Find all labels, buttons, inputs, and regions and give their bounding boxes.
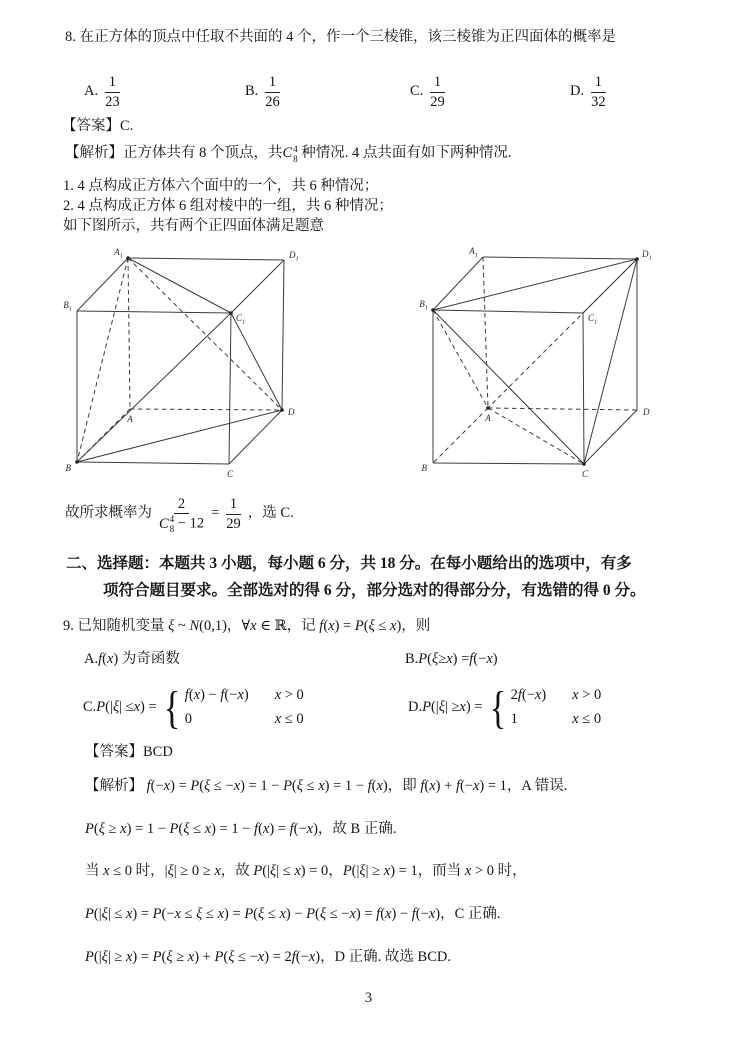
- section-2-header: [66, 551, 646, 604]
- q8-stem: 8. 在正方体的顶点中任取不共面的 4 个，作一个三棱锥，该三棱锥为正四面体的概率是: [65, 29, 616, 45]
- figure-cube-tetrahedron-1: [60, 245, 310, 490]
- q9-option-c: C. P (| ξ | ≤ x ) = { f(x) − f(−x) x > 0 0 x ≤ 0: [83, 682, 304, 734]
- q8-option-c: C. $\frac{1}{29}$: [410, 72, 452, 112]
- q8-conclusion: 故所求概率为 2 C 4 8 − 12 = $\frac{1}{29}$ ，选 C.: [65, 496, 294, 534]
- q8-figure-note: 如下图所示，共有两个正四面体满足题意: [63, 218, 324, 234]
- svg-text:D1: $D_1$: [642, 249, 652, 262]
- q8-answer: 【答案】C.: [62, 118, 134, 134]
- q8-case-1: 1. 4 点构成正方体六个面中的一个，共 6 种情况；: [63, 178, 379, 194]
- fraction: $\frac{1}{29}$: [430, 74, 445, 110]
- left-brace: {: [489, 682, 506, 734]
- svg-text:B: B: [65, 463, 71, 473]
- q8-option-d: D. $\frac{1}{32}$: [570, 72, 613, 112]
- q9-explain-line-3: 当 x ≤ 0 时，|ξ| ≥ 0 ≥ x，故 P(|ξ| ≤ x) = 0，P(|ξ| ≥ x) = 1，而当 x > 0 时，: [85, 863, 527, 879]
- left-brace: {: [163, 682, 181, 734]
- q9-explain-line-1: 【解析】 f(−x) = P(ξ ≤ −x) = 1 − P(ξ ≤ x) = 1 − f(x)，即 f(x) + f(−x) = 1，A 错误.: [85, 778, 568, 794]
- svg-text:C1: $C_1$: [588, 313, 598, 326]
- section-2-line-2: 项符合题目要求。全部选对的得 6 分，部分选对的得部分分，有选错的得 0 分。: [103, 581, 646, 599]
- q8-analysis: 【解析】正方体共有 8 个顶点，共 C 4 8 种情况. 4 点共面有如下两种情况.: [65, 144, 512, 164]
- svg-text:A1: $A_1$: [469, 246, 478, 259]
- piecewise-cases: { 2f(−x) x > 0 1 x ≤ 0: [489, 682, 602, 734]
- q9-stem: 9. 已知随机变量 ξ ~ N(0,1)，∀x ∈ ℝ，记 f(x) = P(ξ ≤ x)，则: [63, 618, 431, 634]
- svg-text:B1: $B_1$: [63, 300, 72, 313]
- q8-option-a: A. $\frac{1}{23}$: [84, 72, 127, 112]
- svg-text:A: A: [127, 414, 133, 424]
- q9-option-d: D. P (| ξ | ≥ x ) = { 2f(−x) x > 0 1 x ≤ 0: [408, 682, 602, 734]
- q9-option-b: B. P ( ξ ≥ x ) = f (− x ): [405, 651, 498, 667]
- svg-text:A1: $A_1$: [114, 247, 123, 260]
- fraction: 2 C 4 8 − 12: [159, 496, 205, 534]
- page-number: 3: [364, 990, 373, 1006]
- q8-option-b: B. $\frac{1}{26}$: [245, 72, 287, 112]
- figure-cube-tetrahedron-2: [415, 245, 655, 490]
- svg-text:B: B: [421, 463, 427, 473]
- q9-explain-line-2: P(ξ ≥ x) = 1 − P(ξ ≤ x) = 1 − f(x) = f(−x)，故 B 正确.: [85, 821, 397, 837]
- q8-case-2: 2. 4 点构成正方体 6 组对棱中的一组，共 6 种情况；: [63, 198, 393, 214]
- fraction: $\frac{1}{26}$: [265, 74, 280, 110]
- piecewise-cases: { f(x) − f(−x) x > 0 0 x ≤ 0: [163, 682, 304, 734]
- sub-sup-symbol: C 4 8: [282, 144, 298, 164]
- q9-option-a: A. f ( x ) 为奇函数: [84, 651, 180, 667]
- svg-text:B1: $B_1$: [419, 299, 428, 312]
- svg-text:D: D: [643, 407, 650, 417]
- q9-explain-line-5: P(|ξ| ≥ x) = P(ξ ≥ x) + P(ξ ≤ −x) = 2f(−x)，D 正确. 故选 BCD.: [85, 949, 451, 965]
- svg-text:D1: $D_1$: [289, 250, 299, 263]
- svg-text:A: A: [485, 413, 491, 423]
- q9-explain-line-4: P(|ξ| ≤ x) = P(−x ≤ ξ ≤ x) = P(ξ ≤ x) − P(ξ ≤ −x) = f(x) − f(−x)，C 正确.: [85, 906, 501, 922]
- section-2-line-1: 二、选择题：本题共 3 小题，每小题 6 分，共 18 分。在每小题给出的选项中，有多: [66, 555, 632, 572]
- svg-text:C1: $C_1$: [236, 313, 246, 326]
- fraction: $\frac{1}{32}$: [591, 74, 606, 110]
- svg-text:C: C: [226, 469, 234, 479]
- fraction: $\frac{1}{23}$: [105, 74, 120, 110]
- fraction: $\frac{1}{29}$: [226, 496, 241, 532]
- sub-sup-symbol: C 4 8: [159, 514, 175, 534]
- q9-answer: 【答案】BCD: [85, 744, 173, 760]
- svg-text:D: D: [288, 407, 295, 417]
- svg-text:C: C: [581, 469, 589, 479]
